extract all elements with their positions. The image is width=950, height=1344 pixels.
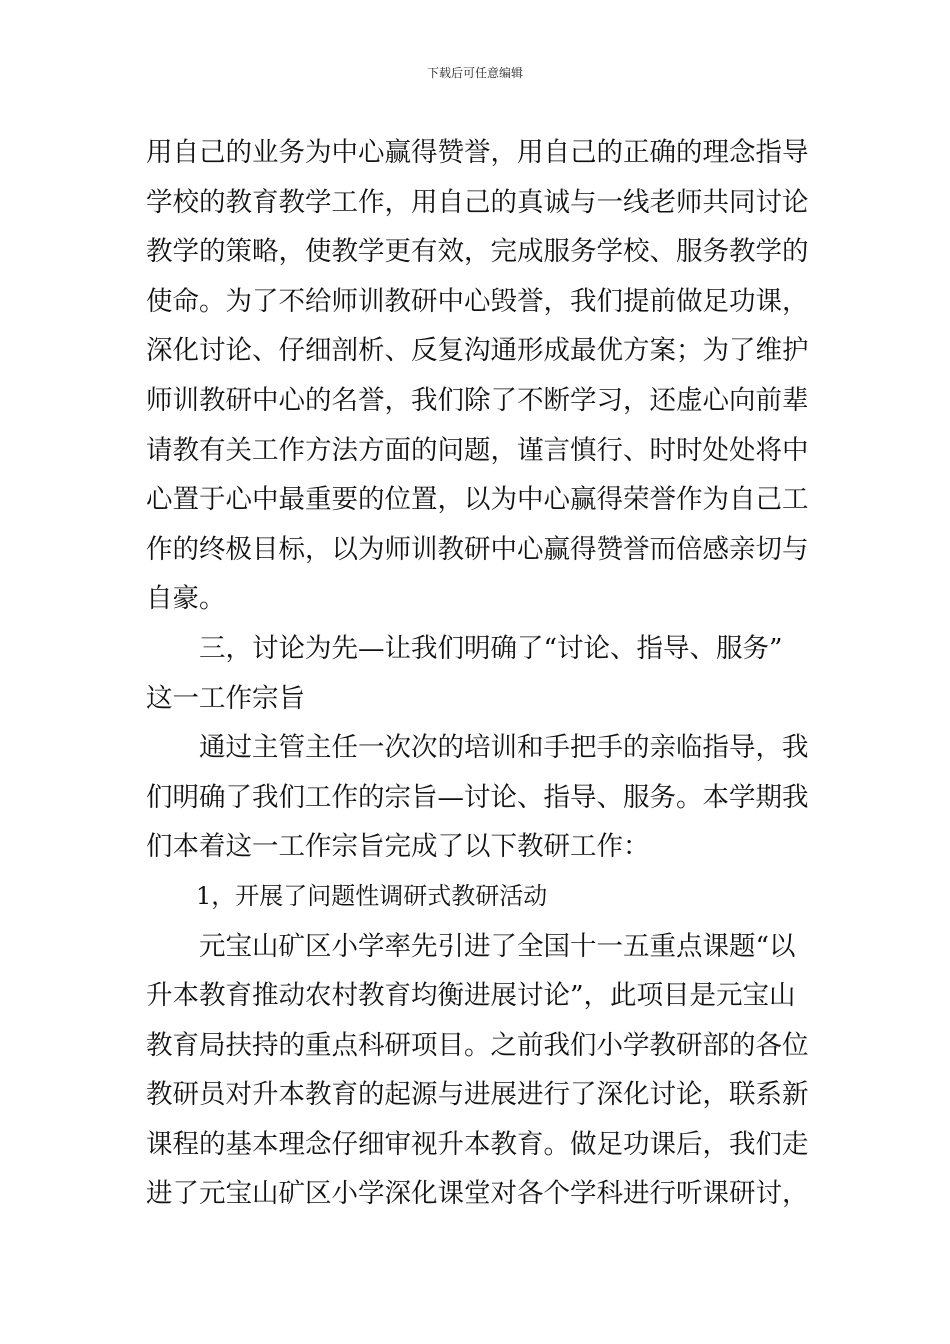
list-item-heading: 1，开展了问题性调研式教研活动 (196, 881, 548, 910)
text-line: 元宝山矿区小学率先引进了全国十一五重点课题“以 (199, 930, 796, 962)
text-line: 通过主管主任一次次的培训和手把手的亲临指导，我 (199, 732, 809, 764)
text-line: 作的终极目标，以为师训教研中心赢得赞誉而倍感亲切与 (146, 533, 809, 565)
text-line: 学校的教育教学工作，用自己的真诚与一线老师共同讨论 (146, 186, 809, 218)
text-line: 教学的策略，使教学更有效，完成服务学校、服务教学的 (146, 236, 809, 268)
text-line: 心置于心中最重要的位置，以为中心赢得荣誉作为自己工 (146, 484, 809, 516)
text-line: 用自己的业务为中心赢得赞誉，用自己的正确的理念指导 (146, 137, 809, 168)
text-line: 们明确了我们工作的宗旨—讨论、指导、服务。本学期我 (146, 781, 809, 813)
text-line: 自豪。 (146, 583, 226, 615)
text-line: 课程的基本理念仔细审视升本教育。做足功课后，我们走 (146, 1128, 809, 1160)
document-body (146, 128, 811, 1219)
text-line: 教育局扶持的重点科研项目。之前我们小学教研部的各位 (146, 1029, 809, 1061)
section-heading-line: 三，讨论为先—让我们明确了“讨论、指导、服务” (199, 632, 783, 664)
text-line: 进了元宝山矿区小学深化课堂对各个学科进行听课研讨， (146, 1178, 809, 1210)
section-heading-line: 这一工作宗旨 (146, 682, 305, 714)
text-line: 们本着这一工作宗旨完成了以下教研工作： (146, 831, 650, 863)
text-line: 使命。为了不给师训教研中心毁誉，我们提前做足功课， (146, 285, 809, 317)
text-line: 请教有关工作方法方面的问题，谨言慎行、时时处处将中 (146, 434, 809, 466)
text-line: 升本教育推动农村教育均衡进展讨论”，此项目是元宝山 (146, 980, 796, 1012)
text-line: 深化讨论、仔细剖析、反复沟通形成最优方案；为了维护 (146, 335, 809, 367)
text-line: 师训教研中心的名誉，我们除了不断学习，还虚心向前辈 (146, 384, 809, 416)
page-header: 下载后可任意编辑 (426, 66, 523, 80)
text-line: 教研员对升本教育的起源与进展进行了深化讨论，联系新 (146, 1079, 809, 1111)
